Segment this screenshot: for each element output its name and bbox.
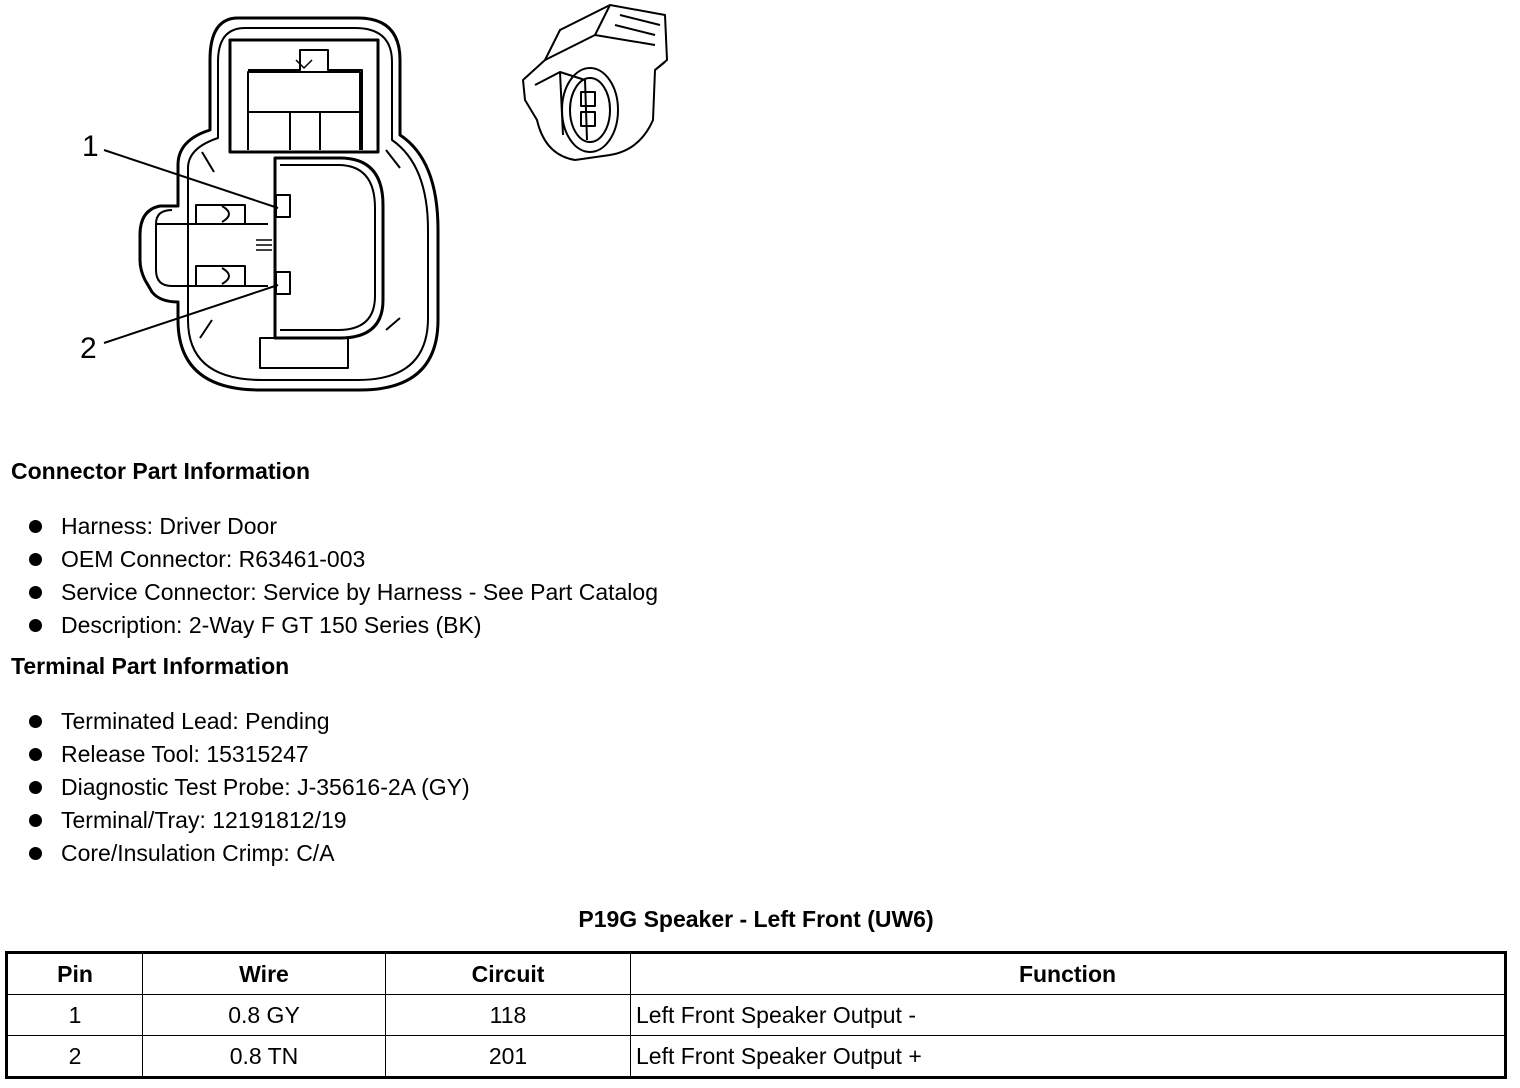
connector-face-diagram	[0, 0, 460, 400]
list-item: Core/Insulation Crimp: C/A	[0, 837, 470, 870]
pin-cell: 1	[7, 995, 143, 1036]
bullet-icon	[29, 781, 42, 794]
list-item: OEM Connector: R63461-003	[0, 543, 658, 576]
table-header-row	[7, 953, 1506, 995]
bullet-icon	[29, 814, 42, 827]
callout-pin-2: 2	[80, 332, 97, 365]
list-item: Description: 2-Way F GT 150 Series (BK)	[0, 609, 658, 642]
wire-cell: 0.8 TN	[143, 1036, 386, 1078]
list-item: Release Tool: 15315247	[0, 738, 470, 771]
pin-table-title: P19G Speaker - Left Front (UW6)	[578, 906, 934, 932]
function-cell: Left Front Speaker Output +	[631, 1036, 1506, 1078]
callout-2-leader	[104, 285, 278, 343]
terminal-info-list	[0, 705, 470, 870]
terminal-2-slot	[276, 272, 290, 294]
bullet-icon	[29, 619, 42, 632]
list-item: Harness: Driver Door	[0, 510, 658, 543]
circuit-cell: 118	[386, 995, 631, 1036]
column-header-wire: Wire	[143, 953, 386, 995]
list-item: Terminal/Tray: 12191812/19	[0, 804, 470, 837]
wire-cell: 0.8 GY	[143, 995, 386, 1036]
terminal-info-title: Terminal Part Information	[11, 653, 290, 679]
connector-3d-thumbnail	[515, 0, 675, 165]
column-header-circuit: Circuit	[386, 953, 631, 995]
terminal-1-slot	[276, 195, 290, 217]
column-header-function: Function	[631, 953, 1506, 995]
callout-1-leader	[104, 150, 278, 208]
connector-info-list	[0, 510, 658, 642]
bullet-icon	[29, 586, 42, 599]
list-item: Diagnostic Test Probe: J-35616-2A (GY)	[0, 771, 470, 804]
column-header-pin: Pin	[7, 953, 143, 995]
list-item: Service Connector: Service by Harness - See Part Catalog	[0, 576, 658, 609]
bullet-icon	[29, 520, 42, 533]
bullet-icon	[29, 715, 42, 728]
pin-table	[5, 951, 1507, 1079]
bullet-icon	[29, 748, 42, 761]
function-cell: Left Front Speaker Output -	[631, 995, 1506, 1036]
list-item: Terminated Lead: Pending	[0, 705, 470, 738]
pin-cell: 2	[7, 1036, 143, 1078]
circuit-cell: 201	[386, 1036, 631, 1078]
connector-info-title: Connector Part Information	[11, 458, 311, 484]
bullet-icon	[29, 847, 42, 860]
callout-pin-1: 1	[82, 130, 99, 163]
table-row	[7, 1036, 1506, 1078]
bullet-icon	[29, 553, 42, 566]
table-row	[7, 995, 1506, 1036]
